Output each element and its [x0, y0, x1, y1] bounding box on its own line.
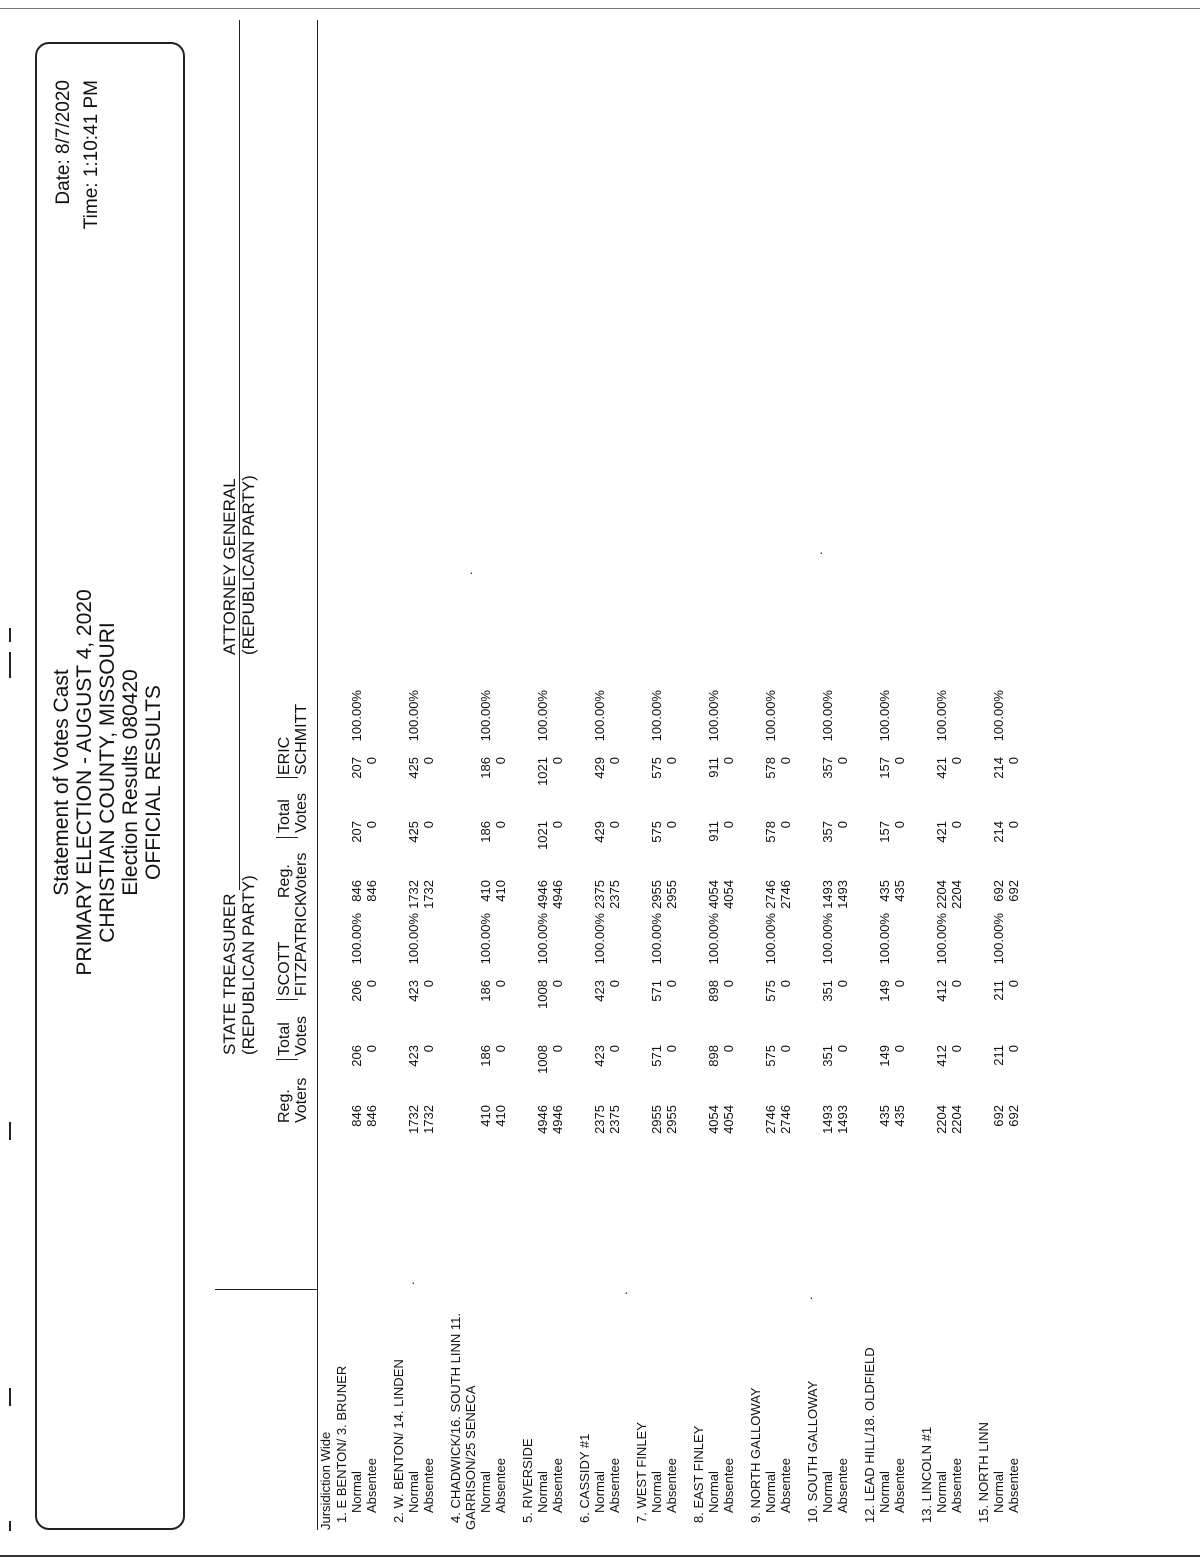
cell-a-cand: 578: [763, 757, 778, 779]
cell-a-total: 0: [778, 821, 793, 829]
cell-t-total: 211: [991, 1045, 1006, 1066]
cell-a-reg: 1732: [421, 880, 436, 909]
cell-a-reg: 692: [991, 880, 1006, 902]
cell-t-pct: 100.00%: [406, 913, 421, 965]
cell-t-pct: 100.00%: [706, 913, 721, 965]
precinct-name: 13. LINCOLN #1: [919, 1426, 934, 1523]
table-row: [493, 20, 508, 1545]
vote-type-label: Normal: [763, 1471, 778, 1513]
cell-a-pct: 100.00%: [706, 690, 721, 742]
cell-a-reg: 4054: [721, 880, 736, 909]
rotated-report-page: [30, 20, 1180, 1545]
cell-a-total: 357: [820, 821, 835, 843]
cell-a-cand: 0: [835, 757, 850, 765]
cell-t-total: 0: [949, 1045, 964, 1053]
cell-a-pct: 100.00%: [478, 690, 493, 742]
precinct-name: 7. WEST FINLEY: [634, 1422, 649, 1523]
column-divider: [276, 837, 298, 838]
col-head-total-votes: Total Votes: [276, 1015, 310, 1056]
precinct-header: [334, 20, 349, 1545]
table-row: [778, 20, 793, 1545]
vote-type-label: Normal: [820, 1471, 835, 1513]
report-datetime: [50, 80, 106, 229]
cell-a-reg: 2955: [649, 880, 664, 909]
vote-type-label: Absentee: [892, 1458, 907, 1513]
cell-t-reg: 4054: [721, 1105, 736, 1134]
scan-bottom-edge: [0, 1555, 1200, 1557]
vote-type-label: Normal: [406, 1471, 421, 1513]
cell-a-cand: 0: [421, 757, 436, 765]
scan-mark: [9, 1388, 11, 1406]
cell-t-total: 0: [1006, 1045, 1021, 1053]
table-row: [991, 20, 1006, 1545]
cell-a-cand: 1021: [535, 757, 550, 786]
vote-type-label: Normal: [877, 1471, 892, 1513]
cell-t-reg: 410: [493, 1105, 508, 1127]
cell-t-cand: 0: [364, 980, 379, 988]
cell-a-cand: 207: [349, 757, 364, 779]
cell-t-cand: 186: [478, 980, 493, 1002]
county-name: CHRISTIAN COUNTY, MISSOURI: [96, 622, 119, 943]
scan-mark: [9, 628, 11, 642]
cell-a-reg: 2746: [778, 880, 793, 909]
precinct-header: [448, 20, 463, 1545]
cell-t-cand: 898: [706, 980, 721, 1002]
vote-type-label: Absentee: [664, 1458, 679, 1513]
cell-t-total: 0: [664, 1045, 679, 1053]
cell-t-pct: 100.00%: [763, 913, 778, 965]
table-row: [406, 20, 421, 1545]
cell-t-total: 0: [364, 1045, 379, 1053]
cell-t-reg: 410: [478, 1105, 493, 1127]
precinct-header: [634, 20, 649, 1545]
scan-top-edge: [0, 8, 1200, 9]
cell-a-reg: 846: [364, 880, 379, 902]
cell-t-cand: 351: [820, 980, 835, 1002]
cell-a-total: 0: [493, 821, 508, 829]
cell-a-total: 911: [706, 821, 721, 842]
col-head-reg-voters: Reg. Voters: [276, 852, 310, 898]
cell-t-total: 351: [820, 1045, 835, 1067]
cell-t-reg: 4946: [550, 1105, 565, 1134]
stray-dot: .: [800, 1296, 815, 1300]
cell-a-pct: 100.00%: [820, 690, 835, 742]
cell-a-total: 157: [877, 821, 892, 843]
precinct-name: 1. E BENTON/ 3. BRUNER: [334, 1365, 349, 1523]
cell-t-total: 0: [550, 1045, 565, 1053]
cell-t-total: 1008: [535, 1045, 550, 1074]
precinct-header: [748, 20, 763, 1545]
cell-a-cand: 421: [934, 757, 949, 779]
vote-type-label: Absentee: [778, 1458, 793, 1513]
cell-t-total: 0: [721, 1045, 736, 1053]
cell-a-total: 207: [349, 821, 364, 843]
cell-a-total: 0: [721, 821, 736, 829]
cell-t-total: 0: [835, 1045, 850, 1053]
stray-dot: .: [615, 1291, 630, 1295]
cell-t-cand: 149: [877, 980, 892, 1002]
cell-a-reg: 410: [478, 880, 493, 902]
cell-t-pct: 100.00%: [349, 913, 364, 965]
cell-t-total: 423: [592, 1045, 607, 1067]
cell-a-reg: 2375: [607, 880, 622, 909]
cell-t-total: 0: [421, 1045, 436, 1053]
vote-type-label: Normal: [649, 1471, 664, 1513]
cell-t-cand: 211: [991, 980, 1006, 1001]
cell-a-pct: 100.00%: [592, 690, 607, 742]
cell-t-total: 149: [877, 1045, 892, 1067]
table-row: [607, 20, 622, 1545]
report-title-block: [50, 20, 165, 1545]
cell-t-cand: 423: [406, 980, 421, 1002]
stray-dot: .: [402, 1281, 417, 1285]
cell-t-total: 571: [649, 1045, 664, 1067]
precinct-header: [976, 20, 991, 1545]
cell-t-reg: 692: [1006, 1105, 1021, 1127]
cell-t-reg: 1732: [406, 1105, 421, 1134]
cell-t-pct: 100.00%: [991, 913, 1006, 965]
cell-a-pct: 100.00%: [349, 690, 364, 742]
cell-t-reg: 4054: [706, 1105, 721, 1134]
cell-t-cand: 0: [421, 980, 436, 988]
vote-type-label: Normal: [349, 1471, 364, 1513]
cell-t-cand: 412: [934, 980, 949, 1002]
cell-t-pct: 100.00%: [877, 913, 892, 965]
cell-a-reg: 2204: [934, 880, 949, 909]
cell-a-pct: 100.00%: [877, 690, 892, 742]
cell-a-total: 0: [364, 821, 379, 829]
precinct-header: [463, 20, 478, 1545]
cell-t-pct: 100.00%: [592, 913, 607, 965]
cell-t-reg: 2204: [934, 1105, 949, 1134]
col-head-total-votes: Total Votes: [276, 792, 310, 833]
col-head-reg-voters: Reg. Voters: [276, 1077, 310, 1123]
precinct-header: [391, 20, 406, 1545]
cell-t-cand: 0: [493, 980, 508, 988]
cell-a-total: 0: [1006, 821, 1021, 829]
vote-type-label: Absentee: [949, 1458, 964, 1513]
cell-a-reg: 692: [1006, 880, 1021, 902]
cell-a-total: 425: [406, 821, 421, 843]
scan-mark: [9, 652, 11, 678]
report-title: Statement of Votes Cast: [50, 669, 73, 896]
cell-t-cand: 0: [664, 980, 679, 988]
header-rule-top: [239, 20, 240, 890]
cell-a-reg: 4946: [550, 880, 565, 909]
cell-t-total: 898: [706, 1045, 721, 1067]
cell-a-cand: 911: [706, 757, 721, 778]
precinct-header: [805, 20, 820, 1545]
table-row: [1006, 20, 1021, 1545]
scan-mark: [9, 1521, 11, 1531]
cell-t-reg: 1732: [421, 1105, 436, 1134]
cell-a-cand: 0: [949, 757, 964, 765]
col-head-candidate: ERIC SCHMITT: [276, 703, 310, 775]
cell-t-pct: 100.00%: [649, 913, 664, 965]
cell-a-pct: 100.00%: [934, 690, 949, 742]
race-name: ATTORNEY GENERAL: [220, 478, 239, 655]
vote-type-label: Absentee: [1006, 1458, 1021, 1513]
cell-a-cand: 157: [877, 757, 892, 779]
report-date: Date: 8/7/2020: [53, 80, 74, 205]
cell-t-cand: 1008: [535, 980, 550, 1009]
cell-a-cand: 0: [550, 757, 565, 765]
precinct-header: [577, 20, 592, 1545]
jurisdiction-label: Jursidiction Wide: [318, 1431, 333, 1530]
vote-type-label: Normal: [478, 1471, 493, 1513]
cell-a-cand: 429: [592, 757, 607, 779]
cell-a-total: 421: [934, 821, 949, 843]
cell-a-reg: 1493: [835, 880, 850, 909]
cell-t-total: 412: [934, 1045, 949, 1067]
column-divider: [276, 1059, 298, 1060]
cell-t-reg: 2955: [664, 1105, 679, 1134]
precinct-header: [520, 20, 535, 1545]
cell-t-reg: 846: [364, 1105, 379, 1127]
cell-a-total: 0: [550, 821, 565, 829]
cell-a-total: 0: [892, 821, 907, 829]
cell-t-total: 0: [892, 1045, 907, 1053]
cell-a-total: 575: [649, 821, 664, 843]
vote-type-label: Absentee: [721, 1458, 736, 1513]
col-head-candidate: SCOTT FITZPATRICK: [276, 895, 310, 996]
vote-type-label: Absentee: [364, 1458, 379, 1513]
cell-t-total: 0: [607, 1045, 622, 1053]
cell-a-cand: 186: [478, 757, 493, 779]
cell-t-total: 575: [763, 1045, 778, 1067]
cell-t-total: 0: [493, 1045, 508, 1053]
precinct-name: 10. SOUTH GALLOWAY: [805, 1380, 820, 1523]
cell-t-pct: 100.00%: [535, 913, 550, 965]
cell-a-cand: 0: [664, 757, 679, 765]
table-row: [421, 20, 436, 1545]
cell-t-reg: 4946: [535, 1105, 550, 1134]
cell-a-cand: 0: [1006, 757, 1021, 765]
table-row: [364, 20, 379, 1545]
cell-a-total: 578: [763, 821, 778, 843]
election-name: PRIMARY ELECTION - AUGUST 4, 2020: [73, 589, 96, 976]
race-party: (REPUBLICAN PARTY): [239, 475, 258, 655]
vote-type-label: Absentee: [421, 1458, 436, 1513]
precinct-header: [919, 20, 934, 1545]
precinct-name: 2. W. BENTON/ 14. LINDEN: [391, 1359, 406, 1523]
cell-a-cand: 214: [991, 757, 1006, 779]
cell-t-cand: 0: [1006, 980, 1021, 988]
cell-a-total: 186: [478, 821, 493, 843]
cell-t-reg: 2375: [607, 1105, 622, 1134]
race-header-state-treasurer: [220, 875, 258, 1055]
results-status: OFFICIAL RESULTS: [142, 685, 165, 880]
cell-a-pct: 100.00%: [406, 690, 421, 742]
cell-t-reg: 2746: [778, 1105, 793, 1134]
cell-t-reg: 1493: [835, 1105, 850, 1134]
cell-t-cand: 0: [550, 980, 565, 988]
precinct-name: 4. CHADWICK/16. SOUTH LINN 11.: [448, 1313, 463, 1523]
cell-t-cand: 0: [778, 980, 793, 988]
cell-t-cand: 206: [349, 980, 364, 1002]
cell-t-cand: 0: [835, 980, 850, 988]
table-row: [763, 20, 778, 1545]
cell-a-total: 0: [607, 821, 622, 829]
cell-a-reg: 4054: [706, 880, 721, 909]
cell-a-cand: 0: [607, 757, 622, 765]
vote-type-label: Absentee: [835, 1458, 850, 1513]
table-row: [592, 20, 607, 1545]
scan-mark: [9, 1122, 11, 1140]
table-row: [664, 20, 679, 1545]
cell-t-pct: 100.00%: [820, 913, 835, 965]
cell-t-reg: 1493: [820, 1105, 835, 1134]
column-divider: [276, 777, 298, 778]
cell-a-total: 1021: [535, 821, 550, 850]
precinct-name-continued: GARRISON/25 SENECA: [463, 1385, 478, 1530]
cell-a-cand: 575: [649, 757, 664, 779]
cell-a-reg: 2746: [763, 880, 778, 909]
cell-t-reg: 2955: [649, 1105, 664, 1134]
precinct-name: 15. NORTH LINN: [976, 1422, 991, 1523]
table-row: [934, 20, 949, 1545]
race-name: STATE TREASURER: [220, 893, 239, 1055]
cell-a-reg: 410: [493, 880, 508, 902]
cell-a-cand: 357: [820, 757, 835, 779]
vote-type-label: Absentee: [550, 1458, 565, 1513]
cell-t-reg: 435: [892, 1105, 907, 1127]
cell-t-cand: 0: [607, 980, 622, 988]
cell-t-reg: 2375: [592, 1105, 607, 1134]
cell-a-reg: 2955: [664, 880, 679, 909]
cell-a-total: 0: [949, 821, 964, 829]
cell-a-reg: 435: [877, 880, 892, 902]
stray-dot: .: [460, 571, 475, 575]
cell-t-cand: 571: [649, 980, 664, 1002]
precinct-header: [862, 20, 877, 1545]
precinct-name: 9. NORTH GALLOWAY: [748, 1387, 763, 1523]
vote-type-label: Normal: [535, 1471, 550, 1513]
table-row: [877, 20, 892, 1545]
cell-a-total: 0: [835, 821, 850, 829]
stray-dot: .: [810, 551, 825, 555]
cell-a-total: 0: [421, 821, 436, 829]
cell-a-pct: 100.00%: [763, 690, 778, 742]
cell-a-total: 0: [664, 821, 679, 829]
precinct-name: 6. CASSIDY #1: [577, 1433, 592, 1523]
cell-a-total: 214: [991, 821, 1006, 843]
vote-type-label: Normal: [592, 1471, 607, 1513]
section-divider: [215, 1289, 317, 1290]
cell-a-cand: 0: [778, 757, 793, 765]
table-row: [478, 20, 493, 1545]
report-time: Time: 1:10:41 PM: [81, 80, 102, 230]
precinct-name: 8. EAST FINLEY: [691, 1425, 706, 1523]
table-row: [349, 20, 364, 1545]
cell-t-reg: 435: [877, 1105, 892, 1127]
table-row: [820, 20, 835, 1545]
cell-t-reg: 846: [349, 1105, 364, 1127]
cell-t-total: 186: [478, 1045, 493, 1067]
cell-t-reg: 692: [991, 1105, 1006, 1127]
race-party: (REPUBLICAN PARTY): [239, 875, 258, 1055]
cell-a-reg: 4946: [535, 880, 550, 909]
cell-a-reg: 1493: [820, 880, 835, 909]
vote-type-label: Normal: [706, 1471, 721, 1513]
cell-t-total: 0: [778, 1045, 793, 1053]
cell-a-reg: 435: [892, 880, 907, 902]
vote-type-label: Absentee: [607, 1458, 622, 1513]
cell-a-cand: 0: [721, 757, 736, 765]
cell-t-pct: 100.00%: [934, 913, 949, 965]
jurisdiction-row: [318, 20, 333, 1545]
cell-a-reg: 846: [349, 880, 364, 902]
cell-a-cand: 0: [364, 757, 379, 765]
table-row: [949, 20, 964, 1545]
cell-t-reg: 2204: [949, 1105, 964, 1134]
results-file: Election Results 080420: [119, 669, 142, 896]
cell-a-reg: 2204: [949, 880, 964, 909]
cell-a-pct: 100.00%: [991, 690, 1006, 742]
cell-t-cand: 575: [763, 980, 778, 1002]
cell-t-cand: 0: [892, 980, 907, 988]
vote-type-label: Normal: [991, 1471, 1006, 1513]
precinct-name: 12. LEAD HILL/18. OLDFIELD: [862, 1347, 877, 1523]
vote-type-label: Normal: [934, 1471, 949, 1513]
table-row: [721, 20, 736, 1545]
cell-a-reg: 2375: [592, 880, 607, 909]
vote-type-label: Absentee: [493, 1458, 508, 1513]
table-row: [892, 20, 907, 1545]
table-row: [550, 20, 565, 1545]
cell-t-cand: 0: [949, 980, 964, 988]
cell-t-cand: 0: [721, 980, 736, 988]
cell-a-cand: 0: [493, 757, 508, 765]
precinct-header: [691, 20, 706, 1545]
cell-a-pct: 100.00%: [649, 690, 664, 742]
table-row: [535, 20, 550, 1545]
table-row: [649, 20, 664, 1545]
cell-a-cand: 425: [406, 757, 421, 779]
cell-t-cand: 423: [592, 980, 607, 1002]
cell-a-reg: 1732: [406, 880, 421, 909]
table-row: [706, 20, 721, 1545]
column-divider: [276, 999, 298, 1000]
cell-a-cand: 0: [892, 757, 907, 765]
cell-t-reg: 2746: [763, 1105, 778, 1134]
cell-t-pct: 100.00%: [478, 913, 493, 965]
cell-a-pct: 100.00%: [535, 690, 550, 742]
cell-t-total: 206: [349, 1045, 364, 1067]
precinct-name: 5. RIVERSIDE: [520, 1438, 535, 1523]
table-row: [835, 20, 850, 1545]
cell-a-total: 429: [592, 821, 607, 843]
cell-t-total: 423: [406, 1045, 421, 1067]
